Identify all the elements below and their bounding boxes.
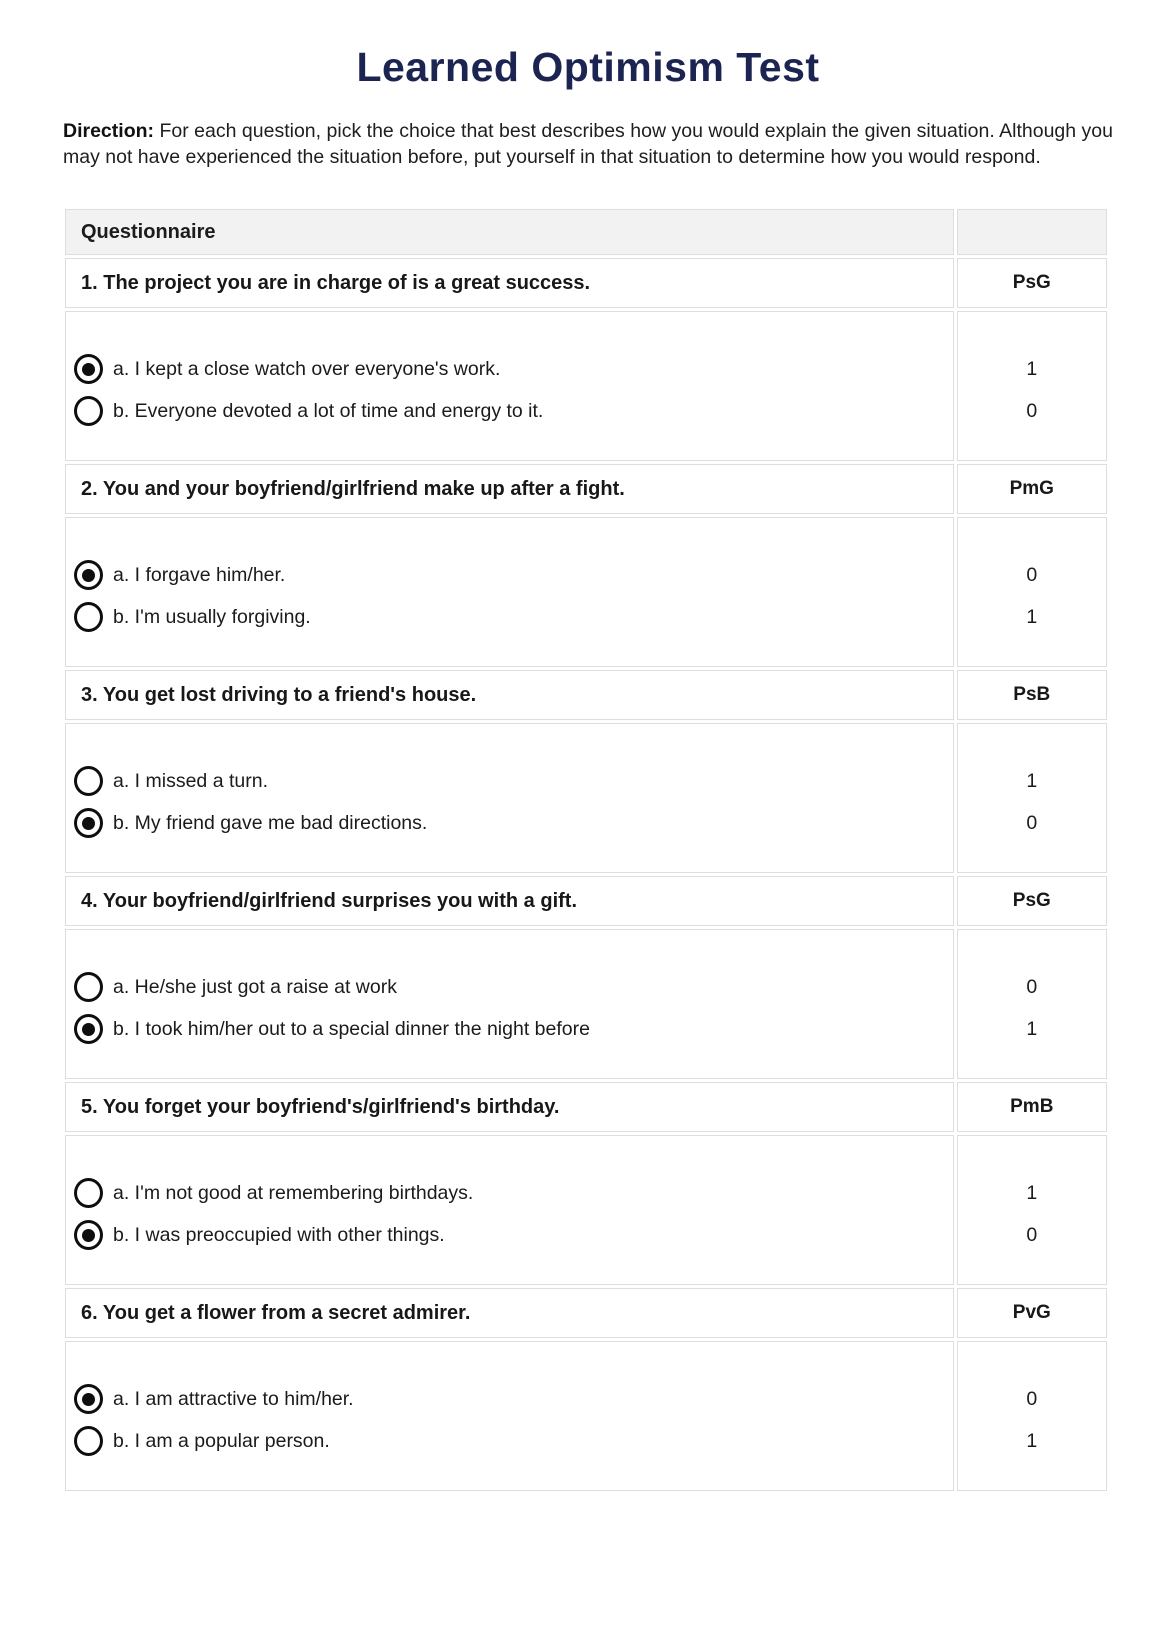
option-score: 0 [1026, 399, 1038, 422]
direction-paragraph [63, 118, 1113, 170]
direction-text: For each question, pick the choice that best describes how you would explain the given situation. Although you may not have experienced the situation before, put yourself in that situation to determine how you would respond. [63, 120, 1113, 168]
question-6-title: 6. You get a flower from a secret admirer. [65, 1288, 954, 1338]
radio-dot [82, 1435, 95, 1448]
option-label: a. I forgave him/her. [113, 563, 286, 586]
option-label: b. I was preoccupied with other things. [113, 1223, 445, 1246]
radio-dot [82, 1023, 95, 1036]
radio-dot [82, 775, 95, 788]
radio-button[interactable] [74, 560, 103, 590]
question-5-title-row [65, 1082, 1107, 1132]
question-6-code: PvG [957, 1288, 1107, 1338]
option-score: 1 [1026, 1017, 1038, 1040]
question-5-title: 5. You forget your boyfriend's/girlfriend's birthday. [65, 1082, 954, 1132]
page-title: Learned Optimism Test [356, 44, 820, 90]
radio-button[interactable] [74, 972, 103, 1002]
radio-dot [82, 817, 95, 830]
question-4-options-row [65, 929, 1107, 1079]
question-3-options-row [65, 723, 1107, 873]
radio-button[interactable] [74, 354, 103, 384]
table-header-row [65, 209, 1107, 255]
question-5-option-b[interactable] [74, 1214, 953, 1256]
question-4-option-b[interactable] [74, 1008, 953, 1050]
option-score: 0 [1026, 811, 1038, 834]
option-label: b. I'm usually forgiving. [113, 605, 311, 628]
option-label: a. I missed a turn. [113, 769, 268, 792]
option-label: b. I am a popular person. [113, 1429, 330, 1452]
question-4-option-a[interactable] [74, 966, 953, 1008]
option-score: 0 [1026, 1223, 1038, 1246]
option-label: a. I kept a close watch over everyone's work. [113, 357, 501, 380]
question-2-code: PmG [957, 464, 1107, 514]
radio-button[interactable] [74, 1384, 103, 1414]
question-6-options-row [65, 1341, 1107, 1491]
option-label: b. I took him/her out to a special dinner the night before [113, 1017, 590, 1040]
direction-label: Direction: [63, 120, 155, 142]
question-1-title-row [65, 258, 1107, 308]
radio-dot [82, 405, 95, 418]
question-3-code: PsB [957, 670, 1107, 720]
question-2-options-row [65, 517, 1107, 667]
question-1-option-a[interactable] [74, 348, 953, 390]
radio-button[interactable] [74, 1220, 103, 1250]
option-label: a. He/she just got a raise at work [113, 975, 397, 998]
option-score: 1 [1026, 1181, 1038, 1204]
question-5-options-cell [65, 1135, 954, 1285]
option-score: 0 [1026, 975, 1038, 998]
question-5-options-row [65, 1135, 1107, 1285]
option-label: a. I'm not good at remembering birthdays. [113, 1181, 474, 1204]
question-6-option-b[interactable] [74, 1420, 953, 1462]
question-5-scores-cell [957, 1135, 1107, 1285]
radio-dot [82, 1229, 95, 1242]
question-2-option-b[interactable] [74, 596, 953, 638]
question-2-title-row [65, 464, 1107, 514]
question-4-title-row [65, 876, 1107, 926]
question-1-code: PsG [957, 258, 1107, 308]
radio-button[interactable] [74, 808, 103, 838]
question-5-option-a[interactable] [74, 1172, 953, 1214]
question-2-options-cell [65, 517, 954, 667]
question-5-code: PmB [957, 1082, 1107, 1132]
radio-button[interactable] [74, 1178, 103, 1208]
question-1-title: 1. The project you are in charge of is a great success. [65, 258, 954, 308]
option-score: 1 [1026, 357, 1038, 380]
table-header-questionnaire: Questionnaire [65, 209, 954, 255]
question-6-option-a[interactable] [74, 1378, 953, 1420]
question-3-option-a[interactable] [74, 760, 953, 802]
question-3-title-row [65, 670, 1107, 720]
question-3-scores-cell [957, 723, 1107, 873]
question-3-option-b[interactable] [74, 802, 953, 844]
question-4-scores-cell [957, 929, 1107, 1079]
radio-dot [82, 1187, 95, 1200]
table-header-score [957, 209, 1107, 255]
questionnaire-table [62, 206, 1110, 1494]
question-6-title-row [65, 1288, 1107, 1338]
radio-dot [82, 363, 95, 376]
option-label: b. My friend gave me bad directions. [113, 811, 428, 834]
radio-button[interactable] [74, 602, 103, 632]
radio-dot [82, 1393, 95, 1406]
question-3-options-cell [65, 723, 954, 873]
question-6-scores-cell [957, 1341, 1107, 1491]
question-4-code: PsG [957, 876, 1107, 926]
radio-button[interactable] [74, 1426, 103, 1456]
radio-button[interactable] [74, 1014, 103, 1044]
radio-button[interactable] [74, 396, 103, 426]
question-2-option-a[interactable] [74, 554, 953, 596]
option-label: a. I am attractive to him/her. [113, 1387, 354, 1410]
option-score: 0 [1026, 1387, 1038, 1410]
question-1-option-b[interactable] [74, 390, 953, 432]
radio-dot [82, 981, 95, 994]
option-score: 0 [1026, 563, 1038, 586]
question-2-scores-cell [957, 517, 1107, 667]
radio-button[interactable] [74, 766, 103, 796]
question-6-options-cell [65, 1341, 954, 1491]
option-score: 1 [1026, 605, 1038, 628]
question-4-options-cell [65, 929, 954, 1079]
question-2-title: 2. You and your boyfriend/girlfriend make up after a fight. [65, 464, 954, 514]
question-1-options-row [65, 311, 1107, 461]
question-1-scores-cell [957, 311, 1107, 461]
option-score: 1 [1026, 769, 1038, 792]
radio-dot [82, 611, 95, 624]
question-3-title: 3. You get lost driving to a friend's house. [65, 670, 954, 720]
question-4-title: 4. Your boyfriend/girlfriend surprises you with a gift. [65, 876, 954, 926]
option-score: 1 [1026, 1429, 1038, 1452]
option-label: b. Everyone devoted a lot of time and energy to it. [113, 399, 544, 422]
question-1-options-cell [65, 311, 954, 461]
radio-dot [82, 569, 95, 582]
